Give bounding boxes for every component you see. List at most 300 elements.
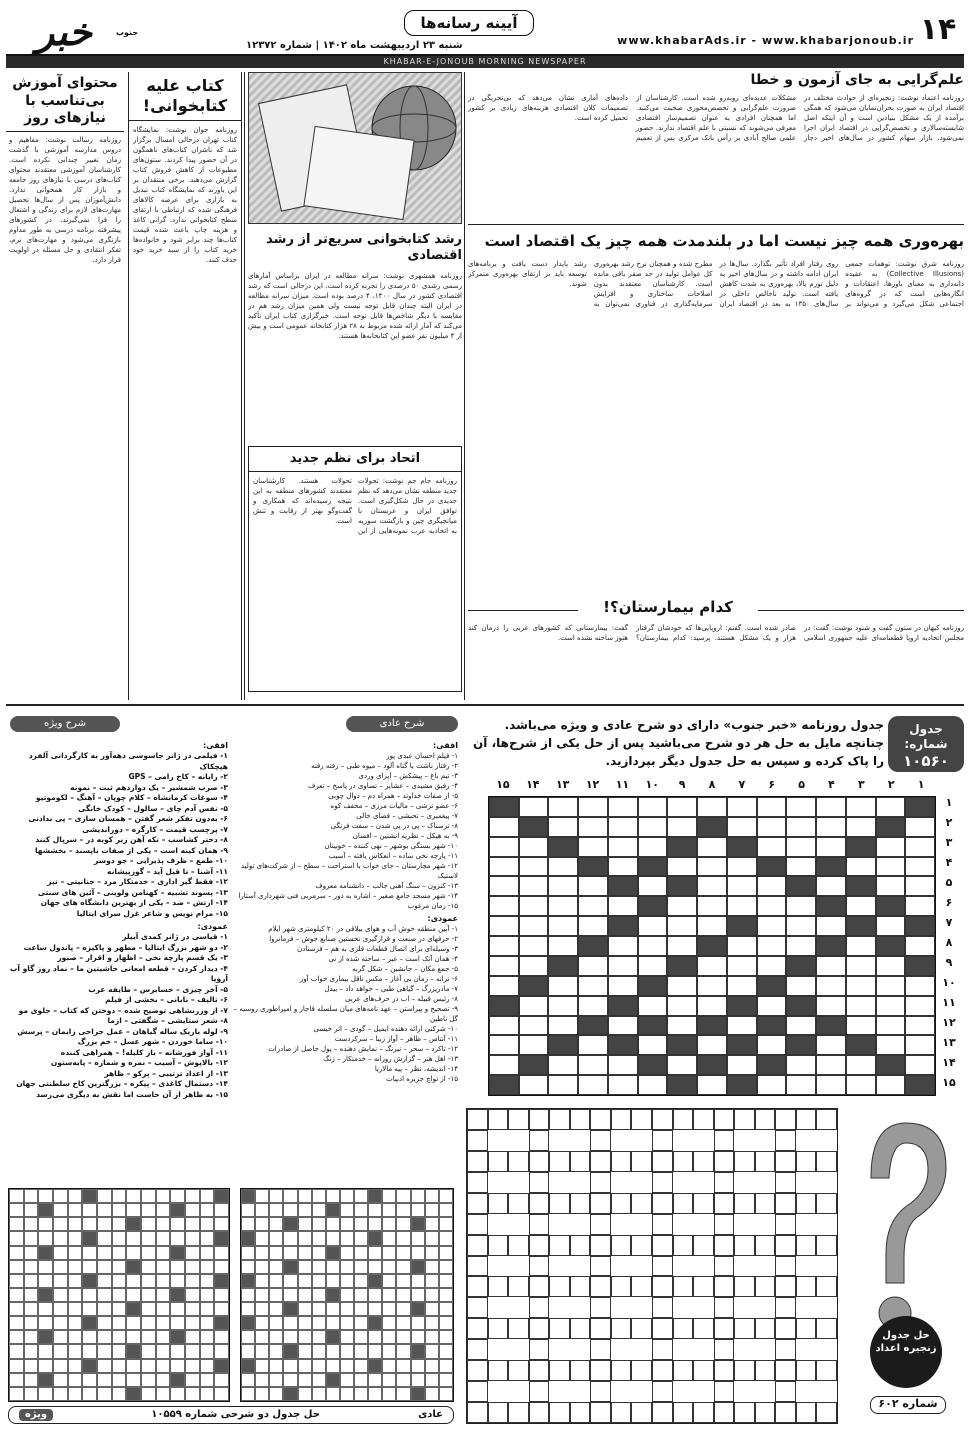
chain-cell[interactable] bbox=[775, 1276, 796, 1297]
grid-cell[interactable] bbox=[638, 876, 668, 896]
grid-cell[interactable] bbox=[846, 996, 876, 1016]
grid-cell[interactable] bbox=[548, 1016, 578, 1036]
grid-cell[interactable] bbox=[489, 916, 519, 936]
chain-cell[interactable] bbox=[467, 1339, 488, 1360]
grid-cell[interactable] bbox=[608, 797, 638, 817]
grid-cell[interactable] bbox=[727, 896, 757, 916]
grid-cell[interactable] bbox=[727, 936, 757, 956]
grid-cell[interactable] bbox=[608, 956, 638, 976]
grid-cell[interactable] bbox=[786, 1075, 816, 1095]
chain-cell[interactable] bbox=[796, 1276, 817, 1297]
grid-cell[interactable] bbox=[816, 817, 846, 837]
chain-cell[interactable] bbox=[529, 1256, 550, 1277]
chain-cell[interactable] bbox=[590, 1360, 611, 1381]
chain-cell[interactable] bbox=[734, 1402, 755, 1423]
grid-cell[interactable] bbox=[548, 876, 578, 896]
grid-cell[interactable] bbox=[638, 1035, 668, 1055]
grid-cell[interactable] bbox=[489, 1016, 519, 1036]
chain-cell[interactable] bbox=[652, 1130, 673, 1151]
grid-cell[interactable] bbox=[876, 956, 906, 976]
grid-cell[interactable] bbox=[816, 1055, 846, 1075]
grid-cell[interactable] bbox=[697, 857, 727, 877]
grid-cell[interactable] bbox=[905, 936, 935, 956]
chain-cell[interactable] bbox=[673, 1360, 694, 1381]
chain-cell[interactable] bbox=[673, 1193, 694, 1214]
grid-cell[interactable] bbox=[489, 1055, 519, 1075]
grid-cell[interactable] bbox=[697, 896, 727, 916]
chain-cell[interactable] bbox=[611, 1193, 632, 1214]
grid-cell[interactable] bbox=[638, 1075, 668, 1095]
chain-cell[interactable] bbox=[467, 1402, 488, 1423]
chain-cell[interactable] bbox=[734, 1193, 755, 1214]
chain-cell[interactable] bbox=[549, 1109, 570, 1130]
grid-cell[interactable] bbox=[757, 956, 787, 976]
chain-cell[interactable] bbox=[714, 1318, 735, 1339]
chain-cell[interactable] bbox=[734, 1360, 755, 1381]
chain-cell[interactable] bbox=[508, 1109, 529, 1130]
chain-cell[interactable] bbox=[673, 1402, 694, 1423]
chain-cell[interactable] bbox=[714, 1151, 735, 1172]
chain-cell[interactable] bbox=[570, 1109, 591, 1130]
grid-cell[interactable] bbox=[816, 797, 846, 817]
chain-cell[interactable] bbox=[775, 1109, 796, 1130]
chain-cell[interactable] bbox=[673, 1151, 694, 1172]
grid-cell[interactable] bbox=[667, 976, 697, 996]
grid-cell[interactable] bbox=[846, 1055, 876, 1075]
grid-cell[interactable] bbox=[905, 837, 935, 857]
chain-cell[interactable] bbox=[529, 1130, 550, 1151]
chain-cell[interactable] bbox=[570, 1276, 591, 1297]
grid-cell[interactable] bbox=[519, 916, 549, 936]
chain-cell[interactable] bbox=[467, 1360, 488, 1381]
grid-cell[interactable] bbox=[876, 837, 906, 857]
chain-cell[interactable] bbox=[693, 1193, 714, 1214]
grid-cell[interactable] bbox=[608, 857, 638, 877]
chain-cell[interactable] bbox=[816, 1276, 837, 1297]
grid-cell[interactable] bbox=[727, 1055, 757, 1075]
grid-cell[interactable] bbox=[816, 1075, 846, 1095]
grid-cell[interactable] bbox=[697, 797, 727, 817]
grid-cell[interactable] bbox=[876, 1035, 906, 1055]
grid-cell[interactable] bbox=[757, 837, 787, 857]
chain-cell[interactable] bbox=[467, 1256, 488, 1277]
chain-cell[interactable] bbox=[652, 1381, 673, 1402]
chain-cell[interactable] bbox=[755, 1360, 776, 1381]
chain-cell[interactable] bbox=[549, 1360, 570, 1381]
grid-cell[interactable] bbox=[489, 876, 519, 896]
grid-cell[interactable] bbox=[608, 896, 638, 916]
grid-cell[interactable] bbox=[786, 837, 816, 857]
chain-cell[interactable] bbox=[590, 1214, 611, 1235]
grid-cell[interactable] bbox=[519, 896, 549, 916]
chain-cell[interactable] bbox=[611, 1276, 632, 1297]
chain-cell[interactable] bbox=[775, 1360, 796, 1381]
grid-cell[interactable] bbox=[876, 1075, 906, 1095]
chain-cell[interactable] bbox=[755, 1402, 776, 1423]
chain-cell[interactable] bbox=[714, 1256, 735, 1277]
chain-cell[interactable] bbox=[693, 1276, 714, 1297]
grid-cell[interactable] bbox=[519, 1016, 549, 1036]
chain-cell[interactable] bbox=[775, 1130, 796, 1151]
chain-cell[interactable] bbox=[796, 1193, 817, 1214]
chain-cell[interactable] bbox=[755, 1235, 776, 1256]
chain-cell[interactable] bbox=[631, 1109, 652, 1130]
crossword-grid[interactable] bbox=[488, 796, 936, 1096]
chain-cell[interactable] bbox=[570, 1151, 591, 1172]
website-urls[interactable]: www.khabarAds.ir - www.khabarjonoub.ir bbox=[617, 34, 914, 47]
grid-cell[interactable] bbox=[519, 1075, 549, 1095]
grid-cell[interactable] bbox=[905, 1016, 935, 1036]
chain-cell[interactable] bbox=[611, 1360, 632, 1381]
chain-cell[interactable] bbox=[816, 1235, 837, 1256]
chain-cell[interactable] bbox=[488, 1360, 509, 1381]
grid-cell[interactable] bbox=[638, 916, 668, 936]
grid-cell[interactable] bbox=[757, 876, 787, 896]
chain-cell[interactable] bbox=[529, 1235, 550, 1256]
chain-cell[interactable] bbox=[631, 1276, 652, 1297]
chain-cell[interactable] bbox=[775, 1214, 796, 1235]
grid-cell[interactable] bbox=[578, 956, 608, 976]
chain-cell[interactable] bbox=[508, 1318, 529, 1339]
grid-cell[interactable] bbox=[905, 896, 935, 916]
chain-cell[interactable] bbox=[775, 1256, 796, 1277]
chain-cell[interactable] bbox=[467, 1276, 488, 1297]
chain-cell[interactable] bbox=[775, 1172, 796, 1193]
grid-cell[interactable] bbox=[608, 837, 638, 857]
grid-cell[interactable] bbox=[489, 976, 519, 996]
chain-cell[interactable] bbox=[652, 1172, 673, 1193]
grid-cell[interactable] bbox=[608, 1055, 638, 1075]
chain-cell[interactable] bbox=[488, 1151, 509, 1172]
grid-cell[interactable] bbox=[519, 797, 549, 817]
chain-cell[interactable] bbox=[816, 1193, 837, 1214]
grid-cell[interactable] bbox=[578, 916, 608, 936]
grid-cell[interactable] bbox=[846, 896, 876, 916]
grid-cell[interactable] bbox=[489, 896, 519, 916]
chain-cell[interactable] bbox=[631, 1402, 652, 1423]
chain-cell[interactable] bbox=[529, 1151, 550, 1172]
grid-cell[interactable] bbox=[667, 1016, 697, 1036]
grid-cell[interactable] bbox=[727, 876, 757, 896]
chain-cell[interactable] bbox=[652, 1193, 673, 1214]
grid-cell[interactable] bbox=[876, 1016, 906, 1036]
chain-cell[interactable] bbox=[652, 1276, 673, 1297]
chain-cell[interactable] bbox=[693, 1109, 714, 1130]
grid-cell[interactable] bbox=[697, 996, 727, 1016]
chain-cell[interactable] bbox=[611, 1402, 632, 1423]
chain-cell[interactable] bbox=[529, 1381, 550, 1402]
grid-cell[interactable] bbox=[786, 896, 816, 916]
grid-cell[interactable] bbox=[548, 1055, 578, 1075]
chain-cell[interactable] bbox=[508, 1402, 529, 1423]
chain-cell[interactable] bbox=[714, 1360, 735, 1381]
grid-cell[interactable] bbox=[548, 936, 578, 956]
grid-cell[interactable] bbox=[667, 996, 697, 1016]
grid-cell[interactable] bbox=[846, 936, 876, 956]
chain-cell[interactable] bbox=[652, 1256, 673, 1277]
grid-cell[interactable] bbox=[519, 837, 549, 857]
grid-cell[interactable] bbox=[519, 857, 549, 877]
grid-cell[interactable] bbox=[578, 1035, 608, 1055]
grid-cell[interactable] bbox=[905, 1035, 935, 1055]
chain-cell[interactable] bbox=[508, 1151, 529, 1172]
chain-cell[interactable] bbox=[631, 1360, 652, 1381]
grid-cell[interactable] bbox=[846, 976, 876, 996]
chain-cell[interactable] bbox=[467, 1214, 488, 1235]
chain-cell[interactable] bbox=[714, 1235, 735, 1256]
chain-cell[interactable] bbox=[816, 1318, 837, 1339]
chain-cell[interactable] bbox=[467, 1381, 488, 1402]
chain-cell[interactable] bbox=[775, 1297, 796, 1318]
grid-cell[interactable] bbox=[548, 916, 578, 936]
grid-cell[interactable] bbox=[786, 817, 816, 837]
grid-cell[interactable] bbox=[905, 1055, 935, 1075]
chain-cell[interactable] bbox=[611, 1109, 632, 1130]
chain-cell[interactable] bbox=[796, 1360, 817, 1381]
chain-cell[interactable] bbox=[816, 1360, 837, 1381]
chain-cell[interactable] bbox=[755, 1109, 776, 1130]
chain-cell[interactable] bbox=[467, 1318, 488, 1339]
chain-cell[interactable] bbox=[570, 1402, 591, 1423]
grid-cell[interactable] bbox=[757, 996, 787, 1016]
chain-cell[interactable] bbox=[529, 1109, 550, 1130]
grid-cell[interactable] bbox=[608, 976, 638, 996]
grid-cell[interactable] bbox=[489, 1035, 519, 1055]
grid-cell[interactable] bbox=[697, 916, 727, 936]
grid-cell[interactable] bbox=[548, 896, 578, 916]
chain-cell[interactable] bbox=[714, 1297, 735, 1318]
grid-cell[interactable] bbox=[846, 1016, 876, 1036]
grid-cell[interactable] bbox=[548, 817, 578, 837]
grid-cell[interactable] bbox=[876, 857, 906, 877]
chain-cell[interactable] bbox=[590, 1276, 611, 1297]
grid-cell[interactable] bbox=[578, 817, 608, 837]
chain-cell[interactable] bbox=[796, 1318, 817, 1339]
chain-cell[interactable] bbox=[529, 1214, 550, 1235]
chain-cell[interactable] bbox=[631, 1151, 652, 1172]
grid-cell[interactable] bbox=[667, 916, 697, 936]
chain-cell[interactable] bbox=[631, 1318, 652, 1339]
grid-cell[interactable] bbox=[638, 797, 668, 817]
grid-cell[interactable] bbox=[816, 837, 846, 857]
grid-cell[interactable] bbox=[786, 916, 816, 936]
grid-cell[interactable] bbox=[786, 936, 816, 956]
grid-cell[interactable] bbox=[816, 876, 846, 896]
chain-cell[interactable] bbox=[549, 1402, 570, 1423]
grid-cell[interactable] bbox=[905, 996, 935, 1016]
chain-cell[interactable] bbox=[611, 1235, 632, 1256]
grid-cell[interactable] bbox=[846, 817, 876, 837]
grid-cell[interactable] bbox=[667, 936, 697, 956]
grid-cell[interactable] bbox=[519, 956, 549, 976]
grid-cell[interactable] bbox=[667, 857, 697, 877]
chain-cell[interactable] bbox=[693, 1235, 714, 1256]
chain-cell[interactable] bbox=[467, 1130, 488, 1151]
grid-cell[interactable] bbox=[638, 996, 668, 1016]
grid-cell[interactable] bbox=[846, 857, 876, 877]
grid-cell[interactable] bbox=[548, 797, 578, 817]
grid-cell[interactable] bbox=[757, 817, 787, 837]
grid-cell[interactable] bbox=[578, 837, 608, 857]
grid-cell[interactable] bbox=[816, 956, 846, 976]
chain-cell[interactable] bbox=[631, 1193, 652, 1214]
chain-cell[interactable] bbox=[693, 1318, 714, 1339]
grid-cell[interactable] bbox=[548, 996, 578, 1016]
chain-cell[interactable] bbox=[775, 1151, 796, 1172]
grid-cell[interactable] bbox=[727, 797, 757, 817]
chain-cell[interactable] bbox=[755, 1151, 776, 1172]
grid-cell[interactable] bbox=[697, 976, 727, 996]
grid-cell[interactable] bbox=[786, 797, 816, 817]
chain-cell[interactable] bbox=[529, 1276, 550, 1297]
chain-cell[interactable] bbox=[488, 1235, 509, 1256]
grid-cell[interactable] bbox=[519, 996, 549, 1016]
grid-cell[interactable] bbox=[519, 876, 549, 896]
chain-cell[interactable] bbox=[775, 1235, 796, 1256]
chain-cell[interactable] bbox=[816, 1151, 837, 1172]
grid-cell[interactable] bbox=[846, 956, 876, 976]
chain-cell[interactable] bbox=[590, 1297, 611, 1318]
chain-cell[interactable] bbox=[652, 1318, 673, 1339]
chain-cell[interactable] bbox=[714, 1193, 735, 1214]
grid-cell[interactable] bbox=[697, 1075, 727, 1095]
chain-cell[interactable] bbox=[652, 1235, 673, 1256]
chain-cell[interactable] bbox=[611, 1151, 632, 1172]
chain-cell[interactable] bbox=[652, 1402, 673, 1423]
chain-cell[interactable] bbox=[652, 1297, 673, 1318]
chain-cell[interactable] bbox=[714, 1402, 735, 1423]
grid-cell[interactable] bbox=[816, 1035, 846, 1055]
chain-cell[interactable] bbox=[693, 1402, 714, 1423]
chain-cell[interactable] bbox=[796, 1235, 817, 1256]
grid-cell[interactable] bbox=[786, 1016, 816, 1036]
grid-cell[interactable] bbox=[548, 1075, 578, 1095]
chain-cell[interactable] bbox=[508, 1235, 529, 1256]
grid-cell[interactable] bbox=[489, 837, 519, 857]
chain-cell[interactable] bbox=[714, 1130, 735, 1151]
grid-cell[interactable] bbox=[489, 817, 519, 837]
chain-cell[interactable] bbox=[570, 1193, 591, 1214]
chain-cell[interactable] bbox=[734, 1151, 755, 1172]
grid-cell[interactable] bbox=[519, 1035, 549, 1055]
grid-cell[interactable] bbox=[489, 956, 519, 976]
chain-cell[interactable] bbox=[529, 1297, 550, 1318]
grid-cell[interactable] bbox=[638, 817, 668, 837]
grid-cell[interactable] bbox=[757, 1035, 787, 1055]
chain-cell[interactable] bbox=[775, 1402, 796, 1423]
chain-cell[interactable] bbox=[488, 1109, 509, 1130]
grid-cell[interactable] bbox=[578, 797, 608, 817]
chain-cell[interactable] bbox=[529, 1172, 550, 1193]
grid-cell[interactable] bbox=[578, 1055, 608, 1075]
grid-cell[interactable] bbox=[846, 797, 876, 817]
grid-cell[interactable] bbox=[757, 896, 787, 916]
grid-cell[interactable] bbox=[757, 797, 787, 817]
grid-cell[interactable] bbox=[578, 1075, 608, 1095]
grid-cell[interactable] bbox=[727, 857, 757, 877]
chain-cell[interactable] bbox=[673, 1276, 694, 1297]
chain-cell[interactable] bbox=[549, 1235, 570, 1256]
grid-cell[interactable] bbox=[667, 817, 697, 837]
grid-cell[interactable] bbox=[816, 996, 846, 1016]
chain-cell[interactable] bbox=[549, 1276, 570, 1297]
grid-cell[interactable] bbox=[519, 936, 549, 956]
chain-cell[interactable] bbox=[796, 1109, 817, 1130]
chain-cell[interactable] bbox=[652, 1214, 673, 1235]
grid-cell[interactable] bbox=[697, 1035, 727, 1055]
chain-cell[interactable] bbox=[590, 1235, 611, 1256]
chain-cell[interactable] bbox=[816, 1402, 837, 1423]
chain-cell[interactable] bbox=[590, 1130, 611, 1151]
grid-cell[interactable] bbox=[608, 817, 638, 837]
chain-cell[interactable] bbox=[570, 1235, 591, 1256]
chain-cell[interactable] bbox=[590, 1172, 611, 1193]
grid-cell[interactable] bbox=[876, 876, 906, 896]
chain-cell[interactable] bbox=[467, 1235, 488, 1256]
chain-cell[interactable] bbox=[488, 1193, 509, 1214]
chain-cell[interactable] bbox=[529, 1193, 550, 1214]
grid-cell[interactable] bbox=[905, 876, 935, 896]
grid-cell[interactable] bbox=[578, 976, 608, 996]
chain-cell[interactable] bbox=[467, 1109, 488, 1130]
chain-cell[interactable] bbox=[652, 1109, 673, 1130]
number-chain-puzzle[interactable] bbox=[466, 1108, 838, 1424]
chain-cell[interactable] bbox=[590, 1339, 611, 1360]
grid-cell[interactable] bbox=[608, 1016, 638, 1036]
grid-cell[interactable] bbox=[727, 1016, 757, 1036]
chain-cell[interactable] bbox=[734, 1276, 755, 1297]
chain-cell[interactable] bbox=[508, 1360, 529, 1381]
chain-cell[interactable] bbox=[714, 1381, 735, 1402]
chain-cell[interactable] bbox=[796, 1151, 817, 1172]
chain-cell[interactable] bbox=[590, 1402, 611, 1423]
chain-cell[interactable] bbox=[673, 1235, 694, 1256]
grid-cell[interactable] bbox=[727, 956, 757, 976]
chain-cell[interactable] bbox=[488, 1402, 509, 1423]
grid-cell[interactable] bbox=[905, 817, 935, 837]
grid-cell[interactable] bbox=[905, 976, 935, 996]
chain-cell[interactable] bbox=[714, 1214, 735, 1235]
chain-cell[interactable] bbox=[590, 1256, 611, 1277]
grid-cell[interactable] bbox=[638, 956, 668, 976]
chain-cell[interactable] bbox=[590, 1381, 611, 1402]
grid-cell[interactable] bbox=[697, 956, 727, 976]
grid-cell[interactable] bbox=[727, 976, 757, 996]
chain-cell[interactable] bbox=[693, 1360, 714, 1381]
grid-cell[interactable] bbox=[638, 936, 668, 956]
chain-cell[interactable] bbox=[467, 1172, 488, 1193]
chain-cell[interactable] bbox=[693, 1151, 714, 1172]
grid-cell[interactable] bbox=[757, 1075, 787, 1095]
chain-cell[interactable] bbox=[590, 1109, 611, 1130]
grid-cell[interactable] bbox=[548, 857, 578, 877]
chain-cell[interactable] bbox=[755, 1318, 776, 1339]
chain-cell[interactable] bbox=[549, 1193, 570, 1214]
grid-cell[interactable] bbox=[578, 876, 608, 896]
chain-cell[interactable] bbox=[590, 1318, 611, 1339]
chain-cell[interactable] bbox=[529, 1318, 550, 1339]
chain-cell[interactable] bbox=[652, 1360, 673, 1381]
grid-cell[interactable] bbox=[489, 857, 519, 877]
grid-cell[interactable] bbox=[489, 936, 519, 956]
chain-cell[interactable] bbox=[652, 1339, 673, 1360]
chain-cell[interactable] bbox=[529, 1402, 550, 1423]
chain-cell[interactable] bbox=[611, 1318, 632, 1339]
grid-cell[interactable] bbox=[578, 996, 608, 1016]
chain-cell[interactable] bbox=[549, 1318, 570, 1339]
grid-cell[interactable] bbox=[786, 857, 816, 877]
grid-cell[interactable] bbox=[697, 837, 727, 857]
